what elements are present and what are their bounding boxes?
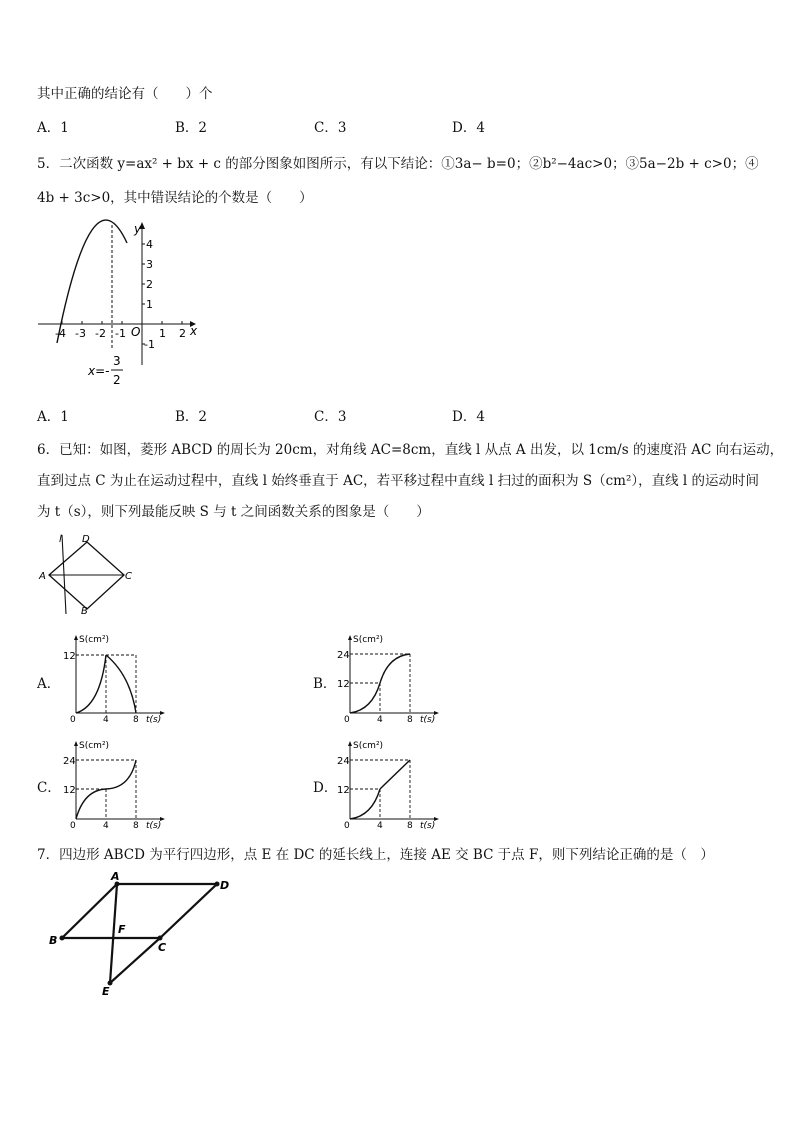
q4-option-a[interactable]: A．1	[37, 120, 69, 136]
y-value-label: 12	[337, 785, 350, 796]
x-tick-label: 2	[179, 327, 186, 340]
x-value-label: 4	[377, 821, 383, 831]
origin-label: 0	[344, 715, 350, 725]
x-value-label: 8	[407, 715, 413, 725]
label-c: C	[158, 941, 167, 954]
q6-question-line1: 6．已知：如图，菱形 ABCD 的周长为 20cm，对角线 AC=8cm，直线 l 从点 A 出发，以 1cm/s 的速度沿 AC 向右运动，	[37, 442, 784, 458]
y-axis-label: y	[134, 222, 142, 236]
fraction-denominator: 2	[113, 373, 121, 387]
y-tick-label: 1	[146, 298, 153, 311]
x-tick-label: -1	[115, 327, 126, 340]
q6-question-line2: 直到过点 C 为止在运动过程中，直线 l 始终垂直于 AC，若平移过程中直线 l 扫过的面积为 S（cm²），直线 l 的运动时间	[37, 473, 760, 489]
q4-option-b[interactable]: B．2	[175, 120, 208, 136]
label-d: D	[82, 534, 90, 545]
label-c: C	[125, 571, 132, 582]
q4-option-d[interactable]: D．4	[452, 120, 485, 136]
y-tick-label: 4	[146, 238, 153, 251]
y-value-label: 12	[337, 679, 350, 690]
label-d: D	[220, 879, 230, 892]
q6-rhombus-figure	[35, 532, 145, 617]
y-axis-label: S(cm²)	[79, 741, 110, 751]
y-value-label: 24	[337, 756, 350, 767]
x-axis-label: t(s)	[146, 821, 162, 831]
q6-graph-a[interactable]	[60, 630, 180, 725]
label-e: E	[102, 985, 110, 998]
y-value-label: 24	[63, 756, 76, 767]
x-axis-label: t(s)	[146, 715, 162, 725]
label-b: B	[49, 934, 58, 947]
y-tick-label: -1	[144, 338, 155, 351]
y-tick-label: 3	[146, 258, 153, 271]
q6-option-b-label[interactable]: B．	[313, 676, 337, 692]
x-axis-label: t(s)	[420, 715, 436, 725]
parallelogram-abcd	[62, 884, 217, 938]
parabola-curve	[57, 220, 127, 343]
q4-option-c[interactable]: C．3	[314, 120, 347, 136]
q6-graph-c[interactable]	[60, 736, 180, 831]
q5-option-d[interactable]: D．4	[452, 409, 485, 425]
x-value-label: 4	[103, 715, 109, 725]
segment-ae	[110, 884, 117, 983]
q5-parabola-graph	[30, 215, 205, 390]
y-value-label: 24	[337, 650, 350, 661]
x-value-label: 4	[103, 821, 109, 831]
q5-question-line2: 4b + 3c>0，其中错误结论的个数是（ ）	[37, 190, 313, 206]
segment-ce	[110, 938, 160, 983]
q6-option-d-label[interactable]: D．	[313, 780, 338, 796]
y-axis-label: S(cm²)	[79, 635, 110, 645]
q6-question-line3: 为 t（s），则下列最能反映 S 与 t 之间函数关系的图象是（ ）	[37, 504, 430, 520]
x-tick-label: -2	[95, 327, 106, 340]
origin-label: 0	[70, 715, 76, 725]
q4-question-tail: 其中正确的结论有（ ）个	[37, 86, 213, 102]
x-axis-label: t(s)	[420, 821, 436, 831]
x-value-label: 8	[407, 821, 413, 831]
q6-graph-b[interactable]	[334, 630, 454, 725]
x-value-label: 4	[377, 715, 383, 725]
origin-label: O	[131, 325, 141, 339]
q5-question-line1: 5．二次函数 y=ax² + bx + c 的部分图象如图所示，有以下结论：①3a− b=0；②b²−4ac>0；③5a−2b + c>0；④	[37, 156, 759, 172]
fraction-numerator: 3	[113, 354, 121, 368]
x-value-label: 8	[133, 821, 139, 831]
q5-option-a[interactable]: A．1	[37, 409, 69, 425]
q7-parallelogram-figure	[40, 868, 240, 998]
q6-graph-d[interactable]	[334, 736, 454, 831]
q5-option-b[interactable]: B．2	[175, 409, 208, 425]
origin-label: 0	[70, 821, 76, 831]
q7-question-line1: 7．四边形 ABCD 为平行四边形，点 E 在 DC 的延长线上，连接 AE 交 BC 于点 F，则下列结论正确的是（ ）	[37, 847, 714, 863]
y-tick-label: 2	[146, 278, 153, 291]
label-a: A	[111, 870, 120, 883]
label-b: B	[81, 606, 88, 617]
q5-option-c[interactable]: C．3	[314, 409, 347, 425]
y-axis-label: S(cm²)	[353, 741, 384, 751]
symmetry-axis-label: x=-	[88, 364, 110, 378]
y-value-label: 12	[63, 651, 76, 662]
x-tick-label: -3	[75, 327, 86, 340]
label-l: l	[59, 534, 62, 545]
q6-option-c-label[interactable]: C．	[37, 780, 61, 796]
x-value-label: 8	[133, 715, 139, 725]
x-tick-label: 1	[159, 327, 166, 340]
origin-label: 0	[344, 821, 350, 831]
x-tick-label: -4	[55, 327, 66, 340]
y-value-label: 12	[63, 785, 76, 796]
label-a: A	[39, 571, 46, 582]
label-f: F	[118, 923, 126, 936]
y-axis-label: S(cm²)	[353, 635, 384, 645]
x-axis-label: x	[190, 324, 198, 338]
q6-option-a-label[interactable]: A．	[37, 676, 61, 692]
